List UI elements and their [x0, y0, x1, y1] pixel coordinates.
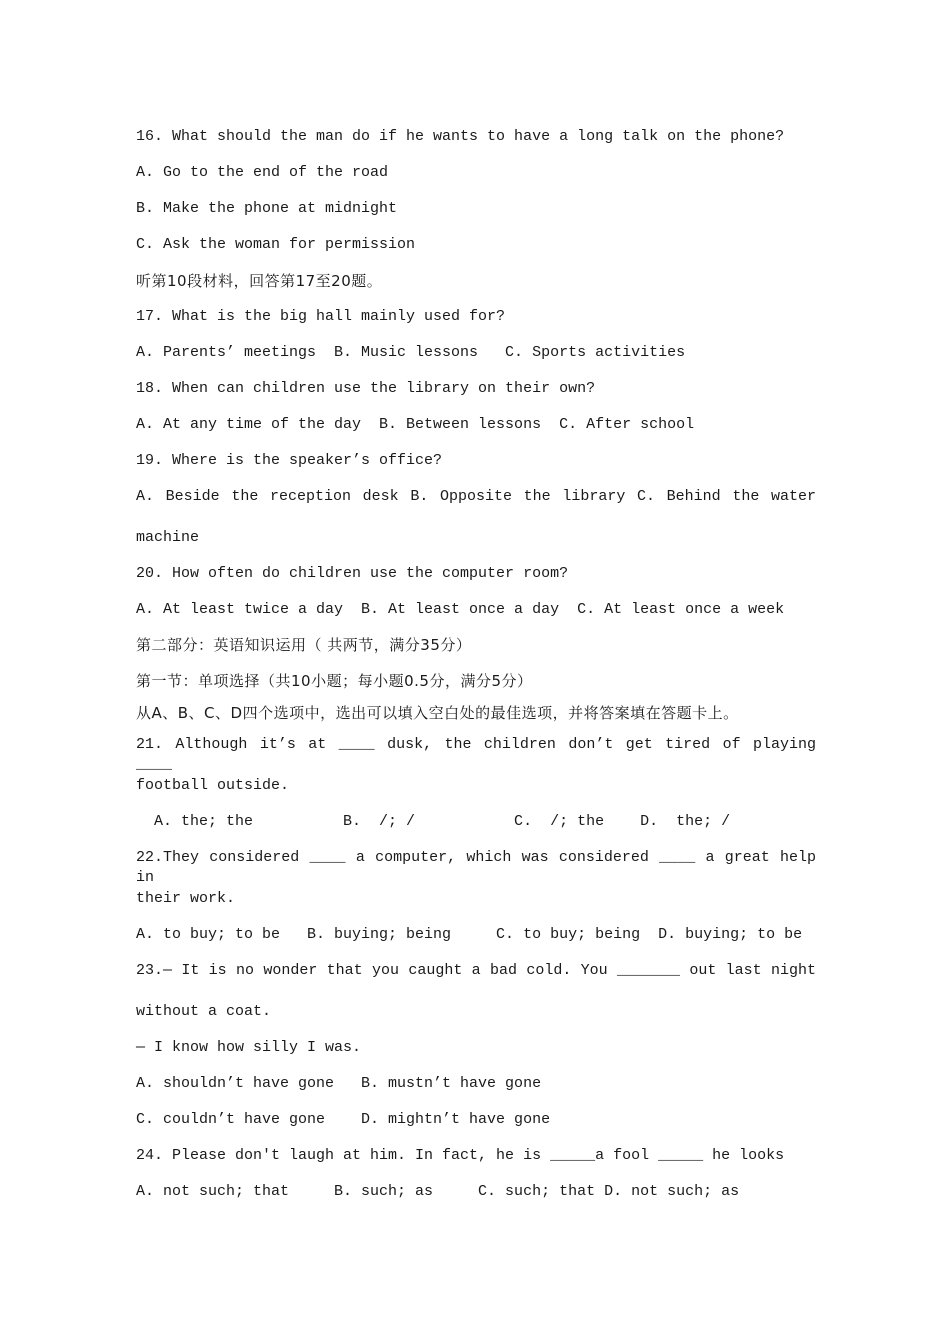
section-one-heading: 第一节：单项选择（共10小题；每小题0.5分，满分5分）	[136, 672, 533, 690]
option-16-b: B. Make the phone at midnight	[136, 200, 398, 217]
section-one-instruction: 从A、B、C、D四个选项中，选出可以填入空白处的最佳选项，并将答案填在答题卡上。	[136, 704, 739, 722]
option-16-c: C. Ask the woman for permission	[136, 236, 416, 253]
question-23: 23.— It is no wonder that you caught a bad cold. You _______ out last night	[136, 962, 816, 979]
options-24: A. not such; that B. such; as C. such; that D. not such; as	[136, 1183, 740, 1200]
options-18: A. At any time of the day B. Between lessons C. After school	[136, 416, 695, 433]
part-two-heading: 第二部分：英语知识运用（ 共两节，满分35分）	[136, 636, 472, 654]
options-17: A. Parents’ meetings B. Music lessons C. Sports activities	[136, 344, 686, 361]
options-23-ab: A. shouldn’t have gone B. mustn’t have gone	[136, 1075, 542, 1092]
options-19: A. Beside the reception desk B. Opposite the library C. Behind the water	[136, 488, 816, 505]
question-19: 19. Where is the speaker’s office?	[136, 452, 443, 469]
options-22: A. to buy; to be B. buying; being C. to buy; being D. buying; to be	[136, 926, 803, 943]
question-16: 16. What should the man do if he wants to have a long talk on the phone?	[136, 128, 785, 145]
options-20: A. At least twice a day B. At least once a day C. At least once a week	[136, 601, 785, 618]
question-23-cont: without a coat.	[136, 1003, 272, 1020]
question-21-cont: football outside.	[136, 777, 290, 794]
options-21: A. the; the B. /; / C. /; the D. the; /	[136, 813, 731, 830]
question-24: 24. Please don't laugh at him. In fact, he is _____a fool _____ he looks	[136, 1147, 785, 1164]
question-22: 22.They considered ____ a computer, which was considered ____ a great help in	[136, 849, 816, 886]
options-23-cd: C. couldn’t have gone D. mightn’t have gone	[136, 1111, 551, 1128]
question-21: 21. Although it’s at ____ dusk, the children don’t get tired of playing ____	[136, 736, 816, 773]
question-17: 17. What is the big hall mainly used for?	[136, 308, 506, 325]
question-23-reply: — I know how silly I was.	[136, 1039, 362, 1056]
question-20: 20. How often do children use the computer room?	[136, 565, 569, 582]
options-19-cont: machine	[136, 529, 200, 546]
question-18: 18. When can children use the library on their own?	[136, 380, 596, 397]
option-16-a: A. Go to the end of the road	[136, 164, 389, 181]
question-22-cont: their work.	[136, 890, 236, 907]
section-instruction: 听第10段材料，回答第17至20题。	[136, 272, 383, 290]
